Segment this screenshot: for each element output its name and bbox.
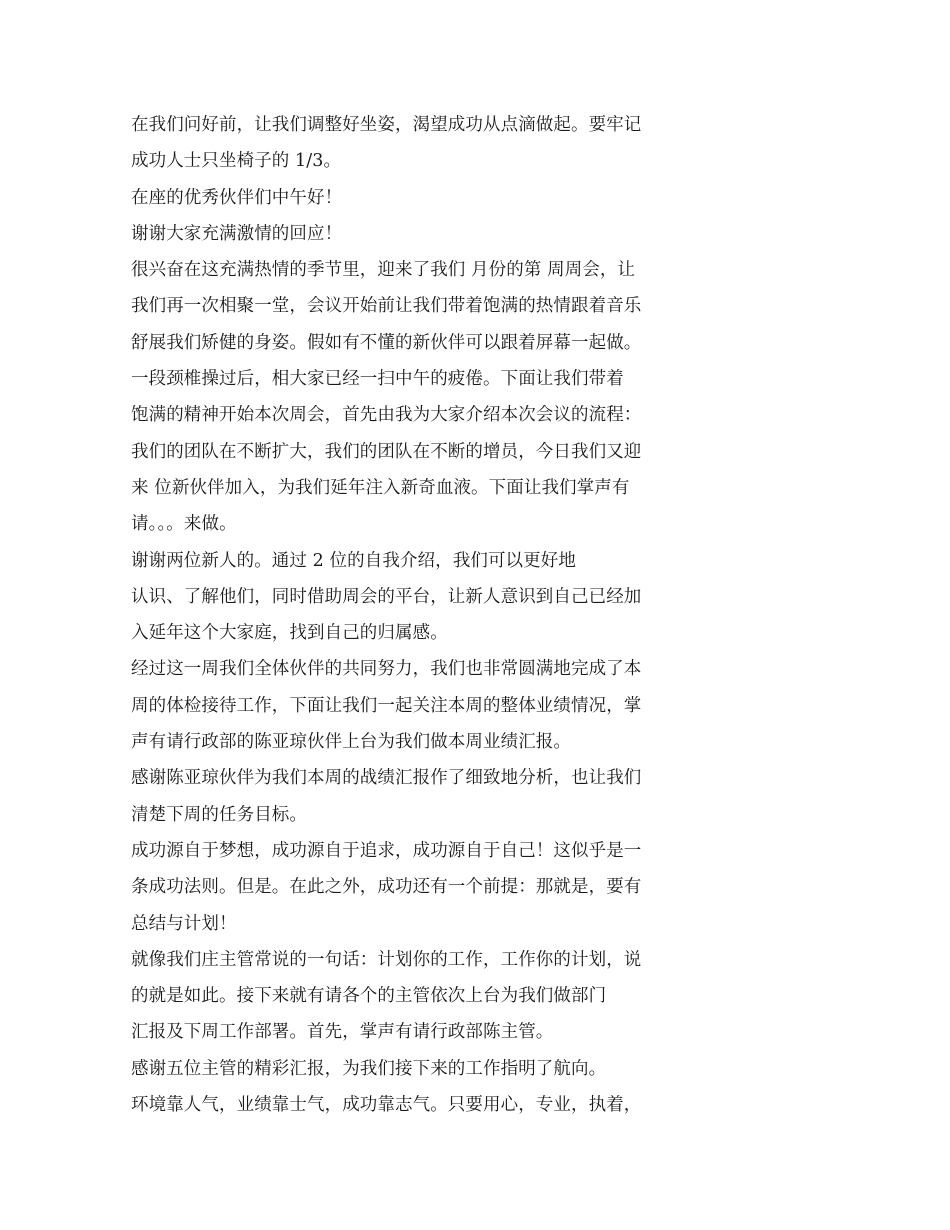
text-line: 在座的优秀伙伴们中午好！	[131, 187, 343, 208]
text-line: 谢谢两位新人的。通过 2 位的自我介绍，我们可以更好地	[131, 550, 576, 571]
text-line: 我们的团队在不断扩大，我们的团队在不断的增员，今日我们又迎	[131, 441, 642, 462]
text-line: 的就是如此。接下来就有请各个的主管依次上台为我们做部门	[131, 986, 607, 1007]
text-line: 成功源自于梦想，成功源自于追求，成功源自于自己！这似乎是一	[131, 840, 642, 861]
text-line: 总结与计划！	[131, 913, 237, 934]
text-line: 经过这一周我们全体伙伴的共同努力，我们也非常圆满地完成了本	[131, 659, 642, 680]
text-line: 入延年这个大家庭，找到自己的归属感。	[131, 623, 448, 644]
text-line: 周的体检接待工作，下面让我们一起关注本周的整体业绩情况，掌	[131, 695, 642, 716]
text-line: 谢谢大家充满激情的回应！	[131, 223, 343, 244]
text-line: 感谢五位主管的精彩汇报，为我们接下来的工作指明了航向。	[131, 1058, 607, 1079]
text-line: 在我们问好前，让我们调整好坐姿，渴望成功从点滴做起。要牢记	[131, 115, 642, 135]
text-line: 我们再一次相聚一堂，会议开始前让我们带着饱满的热情跟着音乐	[131, 296, 642, 317]
text-line: 很兴奋在这充满热情的季节里，迎来了我们 月份的第 周周会，让	[131, 260, 636, 281]
document-body	[131, 107, 676, 1123]
text-line: 环境靠人气，业绩靠士气，成功靠志气。只要用心，专业，执着，	[131, 1095, 642, 1116]
text-line: 请。。。来做。	[131, 514, 237, 535]
text-line: 条成功法则。但是。在此之外，成功还有一个前提：那就是，要有	[131, 877, 642, 898]
text-line: 一段颈椎操过后，相大家已经一扫中午的疲倦。下面让我们带着	[131, 369, 624, 390]
text-line: 汇报及下周工作部署。首先，掌声有请行政部陈主管。	[131, 1022, 554, 1043]
text-line: 舒展我们矫健的身姿。假如有不懂的新伙伴可以跟着屏幕一起做。	[131, 332, 642, 353]
text-line: 认识、了解他们，同时借助周会的平台，让新人意识到自己已经加	[131, 586, 642, 607]
text-line: 声有请行政部的陈亚琼伙伴上台为我们做本周业绩汇报。	[131, 732, 571, 753]
text-line: 就像我们庄主管常说的一句话：计划你的工作，工作你的计划，说	[131, 949, 642, 970]
text-line: 感谢陈亚琼伙伴为我们本周的战绩汇报作了细致地分析，也让我们	[131, 768, 642, 789]
text-line: 成功人士只坐椅子的 1/3。	[131, 151, 342, 172]
text-line: 饱满的精神开始本次周会，首先由我为大家介绍本次会议的流程：	[131, 405, 642, 426]
text-line: 来 位新伙伴加入，为我们延年注入新奇血液。下面让我们掌声有	[131, 477, 630, 498]
text-line: 清楚下周的任务目标。	[131, 804, 307, 825]
